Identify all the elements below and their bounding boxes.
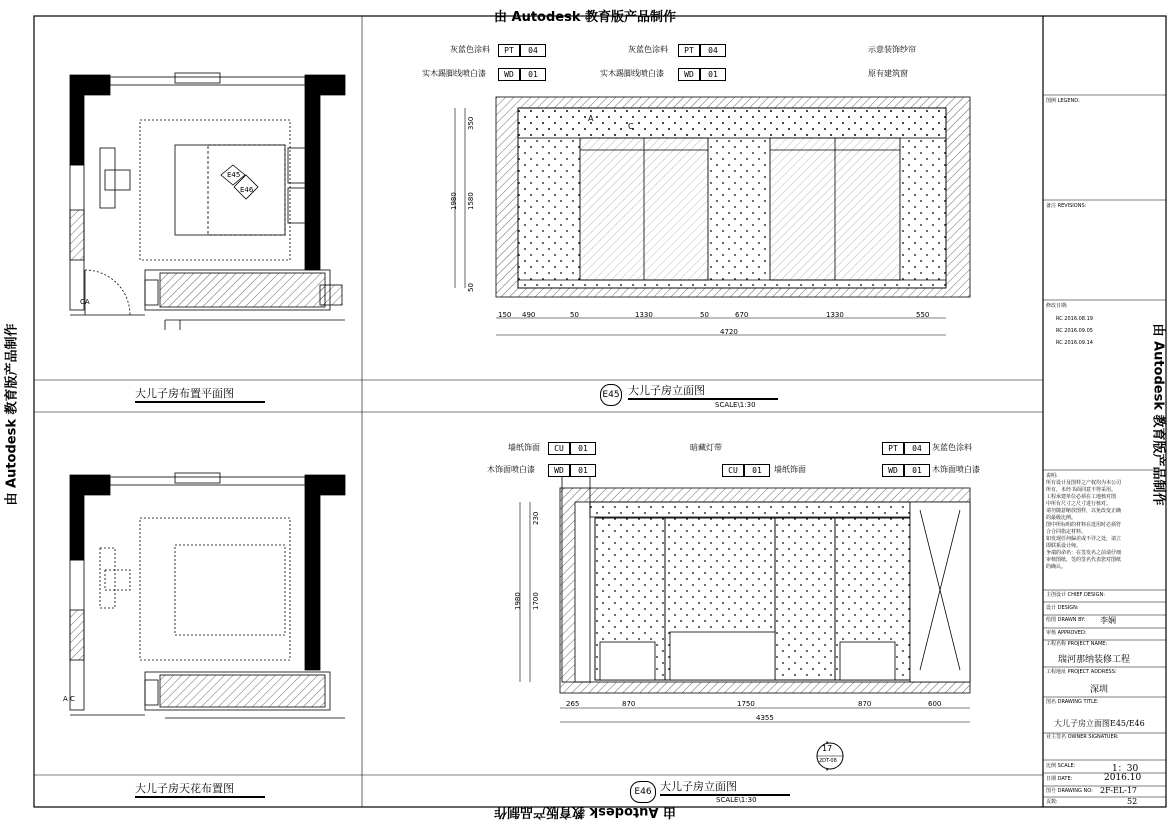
e46-dim-4: 870 bbox=[858, 700, 872, 708]
e46-num-right-1: 04 bbox=[904, 442, 930, 455]
tb-owner-sig: 业主签名 OWNER SIGNATUER: bbox=[1046, 734, 1119, 740]
e45-dim-v1: 350 bbox=[467, 116, 475, 130]
e45-title-tag: E45 bbox=[600, 384, 622, 406]
tb-drawing-title: 大儿子房立面图E45/E46 bbox=[1054, 719, 1145, 728]
e45-marker-c: C bbox=[628, 122, 634, 131]
e45-num-3: 04 bbox=[700, 44, 726, 57]
e45-marker-a: A bbox=[588, 114, 594, 123]
plan-door-tag: CA bbox=[80, 298, 90, 306]
tb-modify-date: 修改日期: bbox=[1046, 303, 1068, 309]
e45-dim-2: 490 bbox=[522, 311, 536, 319]
e45-dim-3: 50 bbox=[570, 311, 579, 319]
e46-code-right-2: WD bbox=[882, 464, 904, 477]
tb-project-addr: 深圳 bbox=[1090, 685, 1109, 695]
watermark-top: 由 Autodesk 教育版产品制作 bbox=[493, 10, 677, 25]
tb-drawing-title-label: 图名 DRAWING TITLE: bbox=[1046, 699, 1099, 705]
tb-page: 52 bbox=[1127, 797, 1138, 806]
watermark-right: 由 Autodesk 教育版产品制作 bbox=[1150, 323, 1166, 506]
e45-dim-v2: 1580 bbox=[467, 192, 475, 210]
e45-dim-v4: 50 bbox=[467, 283, 475, 292]
e45-note-curtain: 示意装饰纱帘 bbox=[868, 45, 916, 54]
e45-dim-8: 550 bbox=[916, 311, 930, 319]
e45-label-4: 实木踢脚线喷白漆 bbox=[600, 69, 664, 78]
tb-project-name: 瑞河那纳装修工程 bbox=[1058, 655, 1131, 665]
e45-dim-4: 1330 bbox=[635, 311, 653, 319]
tb-drawing-no-label: 图号 DRAWING NO: bbox=[1046, 788, 1093, 794]
e46-label-led: 暗藏灯带 bbox=[690, 443, 722, 452]
e46-dim-v2: 1700 bbox=[532, 592, 540, 610]
tb-page-label: 页数: bbox=[1046, 799, 1058, 805]
section-num: 17 bbox=[822, 744, 833, 753]
e46-label-left-2: 木饰面喷白漆 bbox=[487, 465, 535, 474]
e46-title-tag: E46 bbox=[630, 781, 656, 803]
plan1-title: 大儿子房布置平面图 bbox=[135, 385, 265, 403]
e46-dim-2: 870 bbox=[622, 700, 636, 708]
e46-title: 大儿子房立面图 bbox=[660, 778, 790, 796]
tb-rev-1: RC 2016.08.19 bbox=[1056, 316, 1093, 322]
e45-dim-total: 4720 bbox=[720, 328, 738, 336]
tb-date: 2016.10 bbox=[1104, 773, 1142, 783]
e45-label-2: 实木踢脚线喷白漆 bbox=[422, 69, 486, 78]
tb-project-name-label: 工程名称 PROJECT NAME: bbox=[1046, 641, 1108, 647]
e46-num-right-2: 01 bbox=[904, 464, 930, 477]
e45-code-2: WD bbox=[498, 68, 520, 81]
plan-tag-e45: E45 bbox=[227, 171, 241, 179]
tb-legend: 图例 LEGEND: bbox=[1046, 98, 1080, 104]
e46-label-left-1: 墙纸饰面 bbox=[508, 443, 540, 452]
e46-code-mid: CU bbox=[722, 464, 744, 477]
e45-num-4: 01 bbox=[700, 68, 726, 81]
e45-label-1: 灰蓝色涂料 bbox=[450, 45, 490, 54]
e45-dim-7: 1330 bbox=[826, 311, 844, 319]
e45-dim-v3: 1980 bbox=[450, 192, 458, 210]
e45-code-4: WD bbox=[678, 68, 700, 81]
e46-code-left-1: CU bbox=[548, 442, 570, 455]
tb-date-label: 日期 DATE: bbox=[1046, 776, 1073, 782]
e46-scale: SCALE\1:30 bbox=[716, 796, 757, 804]
tb-drawn-name: 李娴 bbox=[1100, 616, 1116, 625]
tb-revisions: 备注 REVISIONS: bbox=[1046, 203, 1087, 209]
e46-dim-v3: 1980 bbox=[514, 592, 522, 610]
e45-num-2: 01 bbox=[520, 68, 546, 81]
e46-label-right-2: 木饰面喷白漆 bbox=[932, 465, 980, 474]
e46-dim-v1: 230 bbox=[532, 511, 540, 525]
e46-num-left-1: 01 bbox=[570, 442, 596, 455]
tb-scale: 1：30 bbox=[1112, 764, 1139, 774]
tb-drawing-no: 2F-EL-17 bbox=[1100, 786, 1138, 795]
elevation-e46-drawing bbox=[560, 470, 970, 693]
floor-plan-furniture bbox=[70, 73, 345, 330]
e46-num-left-2: 01 bbox=[570, 464, 596, 477]
e46-dim-total: 4355 bbox=[756, 714, 774, 722]
e45-scale: SCALE\1:30 bbox=[715, 401, 756, 409]
tb-chief-design: 主创设计 CHIEF DESIGN: bbox=[1046, 592, 1105, 598]
ceiling-plan bbox=[70, 473, 345, 718]
watermark-bottom: 由 Autodesk 教育版产品制作 bbox=[493, 804, 677, 819]
tb-scale-label: 比例 SCALE: bbox=[1046, 763, 1076, 769]
e45-dim-1: 150 bbox=[498, 311, 512, 319]
tb-drawn-by: 绘图 DRAWN BY: bbox=[1046, 617, 1086, 623]
e46-num-mid: 01 bbox=[744, 464, 770, 477]
watermark-left: 由 Autodesk 教育版产品制作 bbox=[4, 323, 20, 506]
tb-notes: 说明: 所有设计及图样之产权均为本公司 所有，未经书面同意不得采用。 工程承建单位必须在工地核对图 中所有尺寸之尺寸进行核对。 请勿随意缩放图样，以免改变正确 的最级比例。 图中所标明的材料在选用时必须符 合合同指定材料。 如发现任何偏差或不详之处，请立 即联系设计师。 争端的命名：在签发名之前请仔细 审核图纸，签的签名代表您对图纸 的确认。 bbox=[1046, 473, 1122, 570]
e45-label-3: 灰蓝色涂料 bbox=[628, 45, 668, 54]
e46-dim-5: 600 bbox=[928, 700, 942, 708]
e46-label-mid: 墙纸饰面 bbox=[774, 465, 806, 474]
plan2-title: 大儿子房天花布置图 bbox=[135, 780, 265, 798]
plan-tag-e46: E46 bbox=[240, 186, 254, 194]
e45-num-1: 04 bbox=[520, 44, 546, 57]
tb-approved: 审核 APPROVED: bbox=[1046, 630, 1087, 636]
tb-rev-3: RC 2016.09.14 bbox=[1056, 340, 1093, 346]
e45-dim-5: 50 bbox=[700, 311, 709, 319]
e46-code-right-1: PT bbox=[882, 442, 904, 455]
tb-project-addr-label: 工程地址 PROJECT ADDRESS: bbox=[1046, 669, 1117, 675]
e46-code-left-2: WD bbox=[548, 464, 570, 477]
tb-rev-2: RC 2016.09.05 bbox=[1056, 328, 1093, 334]
e45-code-3: PT bbox=[678, 44, 700, 57]
e45-dim-6: 670 bbox=[735, 311, 749, 319]
section-ref: 2DT-08 bbox=[819, 758, 837, 764]
e45-code-1: PT bbox=[498, 44, 520, 57]
tb-design: 设计 DESIGN: bbox=[1046, 605, 1079, 611]
e46-label-right-1: 灰蓝色涂料 bbox=[932, 443, 972, 452]
elevation-e45-drawing bbox=[496, 97, 970, 297]
e45-note-window: 原有建筑窗 bbox=[868, 69, 908, 78]
plan2-door-tag: A C bbox=[63, 695, 75, 703]
e45-title: 大儿子房立面图 bbox=[628, 382, 778, 400]
e46-dim-3: 1750 bbox=[737, 700, 755, 708]
e46-dim-1: 265 bbox=[566, 700, 580, 708]
